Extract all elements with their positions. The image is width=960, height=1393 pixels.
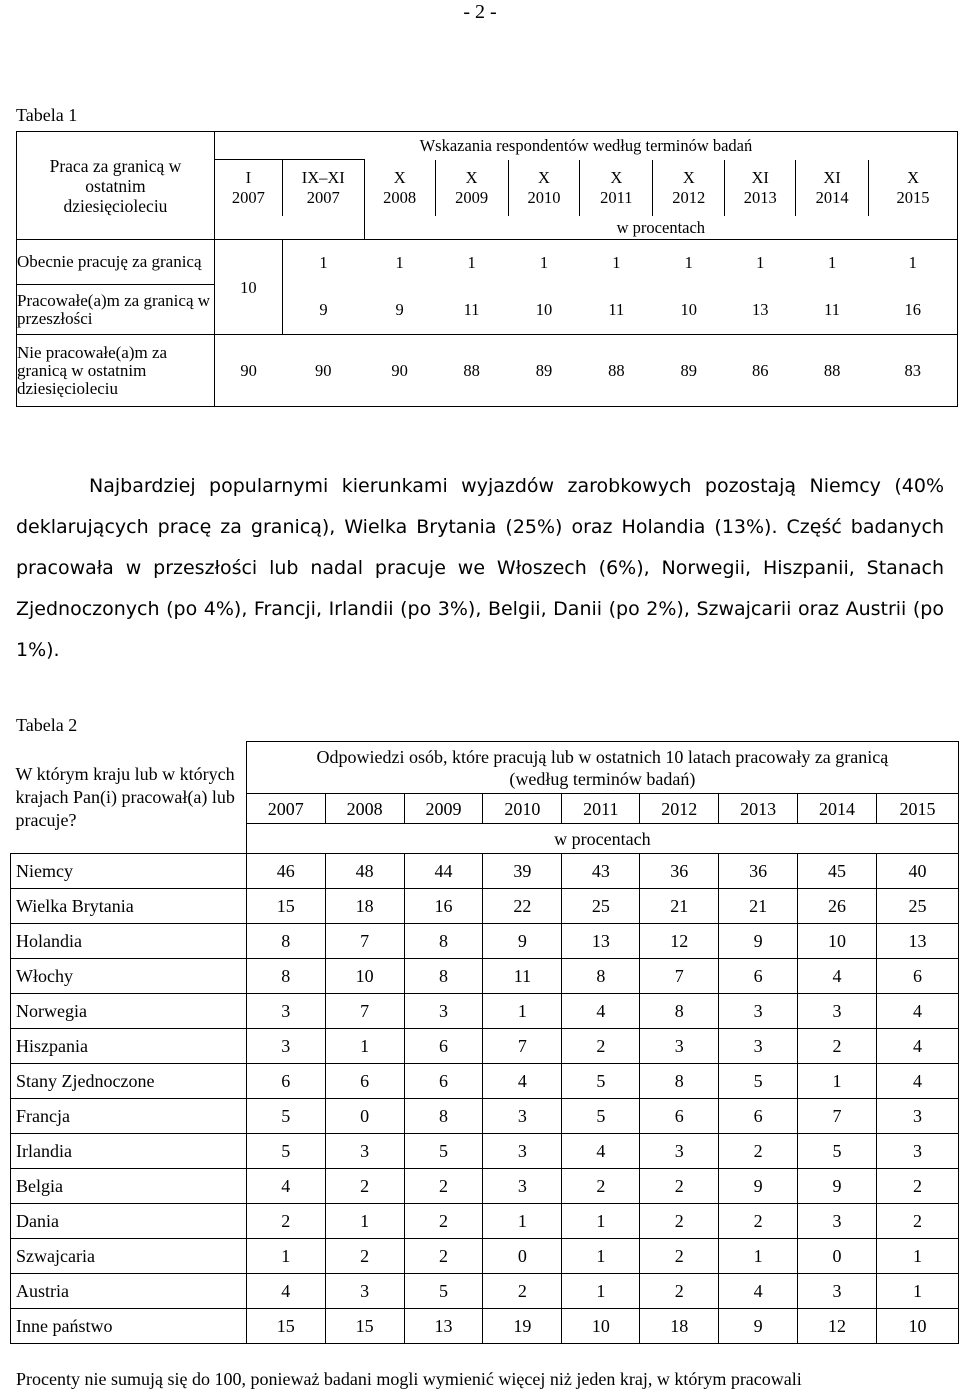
table2-cell: 26 <box>798 889 877 924</box>
table2-cell: 3 <box>404 994 483 1029</box>
table1-column-month: X <box>610 167 623 187</box>
table1-cell: 1 <box>869 240 958 285</box>
table1-column-month: XI <box>751 167 769 187</box>
table1-cell: 89 <box>508 335 580 407</box>
table2-cell: 0 <box>483 1239 562 1274</box>
table2-cell: 8 <box>562 959 640 994</box>
table2-cell: 8 <box>246 924 325 959</box>
table1-cell: 11 <box>580 285 653 335</box>
table1-cell: 16 <box>869 285 958 335</box>
table2-cell: 5 <box>246 1134 325 1169</box>
table2-cell: 7 <box>483 1029 562 1064</box>
table1-caption: Tabela 1 <box>16 105 78 125</box>
table2-cell: 1 <box>325 1029 404 1064</box>
table2-cell: 43 <box>562 854 640 889</box>
table2-cell: 3 <box>483 1134 562 1169</box>
table2-cell: 4 <box>719 1274 798 1309</box>
table2-country: Wielka Brytania <box>11 889 247 924</box>
table1-row-label: Pracowałe(a)m za granicą w przeszłości <box>17 285 215 335</box>
table1-column-header <box>653 160 725 216</box>
table2-cell: 8 <box>640 994 719 1029</box>
table1-row-label: Obecnie pracuję za granicą <box>17 240 215 285</box>
table1-row-label: Nie pracowałe(a)m za granicą w ostatnim dziesięcioleciu <box>17 335 215 407</box>
table1-column-header <box>435 160 508 216</box>
table2-cell: 7 <box>640 959 719 994</box>
table2-cell: 10 <box>562 1309 640 1344</box>
table1-cell: 11 <box>796 285 869 335</box>
table1-column-header <box>580 160 653 216</box>
table2-cell: 5 <box>404 1134 483 1169</box>
table2-country: Francja <box>11 1099 247 1134</box>
table2-cell: 1 <box>798 1064 877 1099</box>
table2-cell: 12 <box>640 924 719 959</box>
table2-cell: 7 <box>325 924 404 959</box>
table2-cell: 2 <box>562 1029 640 1064</box>
table1-row-header: Praca za granicą w ostatnim dziesięcioleciu <box>17 132 215 240</box>
table2-cell: 36 <box>719 854 798 889</box>
table1-cell: 89 <box>653 335 725 407</box>
table2-cell: 2 <box>640 1239 719 1274</box>
table2-cell: 48 <box>325 854 404 889</box>
table1-cell: 90 <box>214 335 282 407</box>
table2-footnote: Procenty nie sumują się do 100, ponieważ badani mogli wymienić więcej niż jeden kraj, w którym pracowali <box>16 1369 802 1389</box>
table2-group-header <box>246 742 958 794</box>
table2-cell: 10 <box>876 1309 958 1344</box>
table2-year-header: 2013 <box>719 794 798 824</box>
table2-cell: 3 <box>325 1134 404 1169</box>
table2-cell: 5 <box>562 1064 640 1099</box>
table2-cell: 3 <box>719 1029 798 1064</box>
table2-cell: 3 <box>246 994 325 1029</box>
paragraph-text: Najbardziej popularnymi kierunkami wyjazdów zarobkowych pozostają Niemcy (40% deklarujących pracę za granicą), Wielka Brytania (25%) oraz Holandia (13%). Część badanych pracowała w przeszłości lub nadal pracuje we Włoszech (6%), Norwegii, Hiszpanii, Stanach Zjednoczonych (po 4%), Francji, Irlandii (po 3%), Belgii, Danii (po 2%), Szwajcarii oraz Austrii (po 1%). <box>16 475 944 661</box>
table1-column-month: X <box>465 167 478 187</box>
table1-column-month: X <box>538 167 550 187</box>
table2-cell: 3 <box>483 1169 562 1204</box>
table1-cell: 10 <box>508 285 580 335</box>
table2-row-header: W którym kraju lub w których krajach Pan(i) pracował(a) lub pracuje? <box>15 763 235 830</box>
table2-cell: 4 <box>246 1169 325 1204</box>
table2-cell: 21 <box>640 889 719 924</box>
table2-cell: 2 <box>798 1029 877 1064</box>
table-row <box>11 924 959 959</box>
table1-column-year: 2009 <box>455 187 489 207</box>
table1-column-month: IX–XI <box>301 167 345 187</box>
table2-cell: 1 <box>562 1239 640 1274</box>
table2-cell: 6 <box>719 959 798 994</box>
table-row <box>11 1309 959 1344</box>
table2-cell: 6 <box>246 1064 325 1099</box>
table1-cell: 11 <box>435 285 508 335</box>
table2-cell: 1 <box>562 1204 640 1239</box>
table2-cell: 3 <box>798 1204 877 1239</box>
table1-column-header <box>869 160 958 216</box>
table2-cell: 10 <box>325 959 404 994</box>
table2-cell: 46 <box>246 854 325 889</box>
table2-cell: 6 <box>325 1064 404 1099</box>
table2-cell: 1 <box>483 1204 562 1239</box>
table1-cell: 1 <box>435 240 508 285</box>
table-row <box>11 994 959 1029</box>
table2-country: Belgia <box>11 1169 247 1204</box>
table1-column-header <box>364 160 435 216</box>
table2-country: Inne państwo <box>11 1309 247 1344</box>
table-row <box>11 1239 959 1274</box>
table1-column-year: 2010 <box>527 187 561 207</box>
table1-column-month: X <box>682 167 695 187</box>
table2-cell: 5 <box>798 1134 877 1169</box>
table2-cell: 22 <box>483 889 562 924</box>
table1-column-year: 2015 <box>896 187 930 207</box>
table1-column-year: 2007 <box>231 187 265 207</box>
table2-cell: 9 <box>719 1169 798 1204</box>
table2-country: Włochy <box>11 959 247 994</box>
table2-cell: 13 <box>876 924 958 959</box>
table2-cell: 3 <box>798 994 877 1029</box>
table2-cell: 6 <box>404 1064 483 1099</box>
table2-cell: 2 <box>876 1169 958 1204</box>
table2-cell: 18 <box>325 889 404 924</box>
table2-cell: 4 <box>798 959 877 994</box>
table1-cell: 1 <box>364 240 435 285</box>
table1-column-header <box>725 160 796 216</box>
table1-cell: 86 <box>725 335 796 407</box>
table2-cell: 5 <box>719 1064 798 1099</box>
table2-cell: 3 <box>876 1099 958 1134</box>
table2-cell: 1 <box>246 1239 325 1274</box>
table-row <box>11 959 959 994</box>
table2-unit-label: w procentach <box>246 824 958 854</box>
table2-country: Irlandia <box>11 1134 247 1169</box>
table2-cell: 3 <box>798 1274 877 1309</box>
table2-cell: 12 <box>798 1309 877 1344</box>
table1-column-month: XI <box>823 167 841 187</box>
table2-cell: 8 <box>404 924 483 959</box>
table1-cell: 88 <box>796 335 869 407</box>
table2-cell: 15 <box>325 1309 404 1344</box>
table2-country: Stany Zjednoczone <box>11 1064 247 1099</box>
table2-cell: 13 <box>404 1309 483 1344</box>
table-row <box>11 1099 959 1134</box>
table2-cell: 1 <box>719 1239 798 1274</box>
table2-cell: 3 <box>719 994 798 1029</box>
table-row <box>11 854 959 889</box>
table1-column-year: 2011 <box>600 187 633 207</box>
table1-cell: 88 <box>435 335 508 407</box>
table2-country: Austria <box>11 1274 247 1309</box>
body-paragraph <box>16 466 944 671</box>
table2-cell: 44 <box>404 854 483 889</box>
table2-cell: 1 <box>325 1204 404 1239</box>
table1-column-year: 2014 <box>815 187 849 207</box>
table1-cell: 90 <box>282 335 364 407</box>
table2-cell: 2 <box>562 1169 640 1204</box>
table2-cell: 4 <box>562 1134 640 1169</box>
table1-column-year: 2007 <box>306 187 340 207</box>
table-row <box>11 1029 959 1064</box>
table2-cell: 8 <box>640 1064 719 1099</box>
table1-merged-value: 10 <box>214 240 282 335</box>
table2-cell: 6 <box>876 959 958 994</box>
table2-cell: 3 <box>246 1029 325 1064</box>
table1-column-year: 2008 <box>383 187 417 207</box>
table1-cell: 1 <box>508 240 580 285</box>
table-row <box>11 1134 959 1169</box>
table2-cell: 13 <box>562 924 640 959</box>
table2-year-header: 2015 <box>876 794 958 824</box>
table1-cell: 13 <box>725 285 796 335</box>
table-row <box>11 1204 959 1239</box>
table2-cell: 2 <box>404 1169 483 1204</box>
table1-cell: 1 <box>796 240 869 285</box>
table2-cell: 4 <box>876 994 958 1029</box>
table2-cell: 9 <box>719 1309 798 1344</box>
table1-column-month: I <box>245 167 252 187</box>
table1-column-month: X <box>393 167 406 187</box>
table2-cell: 11 <box>483 959 562 994</box>
table2-cell: 1 <box>876 1239 958 1274</box>
table2-group-header-line1: Odpowiedzi osób, które pracują lub w ostatnich 10 latach pracowały za granicą <box>316 746 889 767</box>
table1-column-header <box>508 160 580 216</box>
table2-cell: 9 <box>719 924 798 959</box>
table1-column-header <box>796 160 869 216</box>
table2-cell: 6 <box>404 1029 483 1064</box>
table2-cell: 4 <box>562 994 640 1029</box>
table2-year-header: 2009 <box>404 794 483 824</box>
table2-cell: 5 <box>246 1099 325 1134</box>
table2-cell: 2 <box>325 1169 404 1204</box>
table2-cell: 5 <box>562 1099 640 1134</box>
table2-cell: 2 <box>325 1239 404 1274</box>
table2-cell: 2 <box>876 1204 958 1239</box>
page-number: - 2 - <box>463 1 497 23</box>
table1-column-header <box>214 160 282 216</box>
table2-country: Szwajcaria <box>11 1239 247 1274</box>
table2-country: Niemcy <box>11 854 247 889</box>
table2-cell: 2 <box>246 1204 325 1239</box>
table2-cell: 1 <box>483 994 562 1029</box>
table2-cell: 19 <box>483 1309 562 1344</box>
table2-cell: 4 <box>483 1064 562 1099</box>
table2-cell: 0 <box>325 1099 404 1134</box>
table2-cell: 15 <box>246 1309 325 1344</box>
table2-year-header: 2014 <box>798 794 877 824</box>
table2-year-header: 2007 <box>246 794 325 824</box>
table1-column-year: 2012 <box>672 187 706 207</box>
table2-cell: 2 <box>404 1204 483 1239</box>
table2-cell: 36 <box>640 854 719 889</box>
table1-cell: 90 <box>364 335 435 407</box>
table2-cell: 45 <box>798 854 877 889</box>
table-row <box>11 1169 959 1204</box>
table2-cell: 7 <box>325 994 404 1029</box>
table2-cell: 8 <box>246 959 325 994</box>
table1-group-header: Wskazania respondentów według terminów badań <box>214 132 957 160</box>
table1-unit-label: w procentach <box>364 216 957 240</box>
table2-cell: 3 <box>640 1029 719 1064</box>
table2-cell: 2 <box>640 1274 719 1309</box>
table1-cell: 88 <box>580 335 653 407</box>
table2-cell: 2 <box>640 1204 719 1239</box>
table2-cell: 0 <box>798 1239 877 1274</box>
table2-cell: 9 <box>798 1169 877 1204</box>
table2-cell: 8 <box>404 959 483 994</box>
table2-year-header: 2012 <box>640 794 719 824</box>
table1-cell: 10 <box>653 285 725 335</box>
table2-cell: 3 <box>325 1274 404 1309</box>
table1-cell: 9 <box>282 285 364 335</box>
table2-cell: 10 <box>798 924 877 959</box>
table2-cell: 3 <box>640 1134 719 1169</box>
table2-cell: 6 <box>719 1099 798 1134</box>
table2-cell: 4 <box>876 1029 958 1064</box>
table2-cell: 2 <box>719 1134 798 1169</box>
table2-cell: 6 <box>640 1099 719 1134</box>
table2-group-header-line2: (według terminów badań) <box>509 768 696 789</box>
table2-cell: 2 <box>719 1204 798 1239</box>
table1-cell: 1 <box>653 240 725 285</box>
table2-cell: 9 <box>483 924 562 959</box>
table2-cell: 5 <box>404 1274 483 1309</box>
table2-year-header: 2011 <box>562 794 640 824</box>
table1-cell: 1 <box>580 240 653 285</box>
table2-cell: 4 <box>246 1274 325 1309</box>
table2-country: Dania <box>11 1204 247 1239</box>
table2-cell: 25 <box>876 889 958 924</box>
table2 <box>10 741 959 1344</box>
table2-cell: 25 <box>562 889 640 924</box>
table2-country: Norwegia <box>11 994 247 1029</box>
table2-cell: 21 <box>719 889 798 924</box>
table2-cell: 15 <box>246 889 325 924</box>
table2-country: Holandia <box>11 924 247 959</box>
table2-cell: 8 <box>404 1099 483 1134</box>
table2-cell: 1 <box>562 1274 640 1309</box>
table2-year-header: 2010 <box>483 794 562 824</box>
table1-cell: 1 <box>725 240 796 285</box>
table2-cell: 3 <box>483 1099 562 1134</box>
table2-cell: 18 <box>640 1309 719 1344</box>
table1-cell: 83 <box>869 335 958 407</box>
table2-cell: 39 <box>483 854 562 889</box>
table2-cell: 2 <box>640 1169 719 1204</box>
table2-cell: 1 <box>876 1274 958 1309</box>
table1 <box>16 131 958 407</box>
table2-cell: 40 <box>876 854 958 889</box>
table2-caption: Tabela 2 <box>16 715 78 735</box>
table1-column-header <box>282 160 364 216</box>
table2-country: Hiszpania <box>11 1029 247 1064</box>
table2-cell: 7 <box>798 1099 877 1134</box>
table2-year-header: 2008 <box>325 794 404 824</box>
table2-cell: 2 <box>404 1239 483 1274</box>
table-row <box>11 1064 959 1099</box>
table2-cell: 16 <box>404 889 483 924</box>
table2-cell: 4 <box>876 1064 958 1099</box>
table2-cell: 3 <box>876 1134 958 1169</box>
table-row <box>11 889 959 924</box>
table1-column-year: 2013 <box>743 187 777 207</box>
table-row <box>11 1274 959 1309</box>
table2-cell: 2 <box>483 1274 562 1309</box>
table1-column-month: X <box>907 167 919 187</box>
table1-cell: 9 <box>364 285 435 335</box>
table1-cell: 1 <box>282 240 364 285</box>
